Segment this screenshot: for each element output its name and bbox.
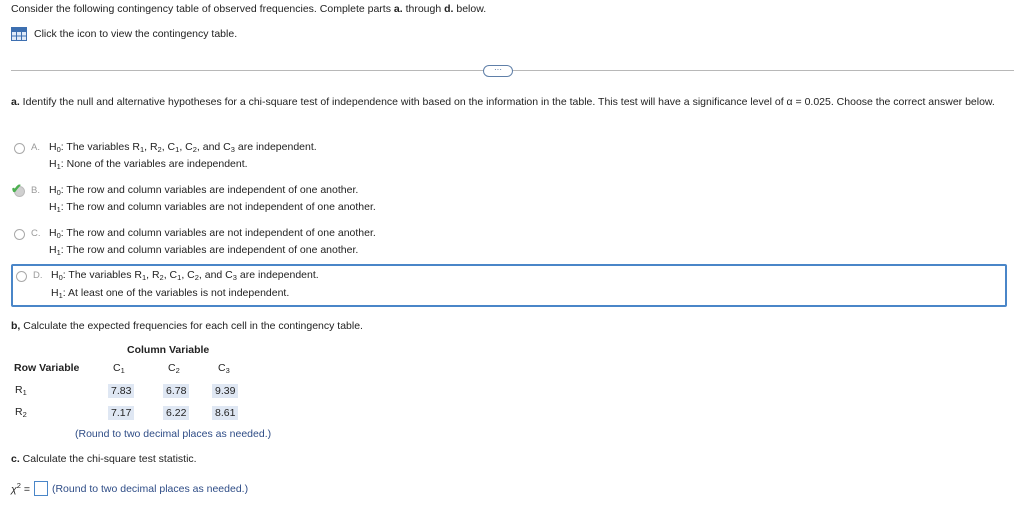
cell-r2-c3: 8.61 [212, 406, 238, 420]
intro-text [11, 3, 486, 15]
row-label-r2 [15, 406, 27, 419]
checkmark-icon: ✔ [11, 181, 22, 196]
chi-square-input[interactable] [34, 481, 48, 496]
column-header-c2-label: C [168, 362, 176, 374]
option-d-h1: $H_1$: At least one of the variables is not independent. [51, 287, 290, 300]
column-header-c1 [113, 362, 125, 375]
column-header-c2-sub: 2 [175, 366, 180, 375]
column-header-c3 [218, 362, 230, 375]
option-a-h1-text: None of the variables are independent. [66, 158, 248, 170]
column-header-c1-label: C [113, 362, 121, 374]
row-variable-header: Row Variable [14, 362, 80, 374]
row-label-r1 [15, 384, 27, 397]
option-b-letter: B. [31, 185, 40, 196]
option-c-radio[interactable] [14, 229, 25, 240]
column-header-c3-sub: 3 [225, 366, 230, 375]
option-a[interactable] [11, 140, 1007, 174]
part-b-round-note: (Round to two decimal places as needed.) [75, 428, 272, 440]
chi-square-answer-row [11, 481, 248, 496]
option-c-h0-text: The row and column variables are not independent of one another. [66, 227, 376, 239]
cell-r1-c1: 7.83 [108, 384, 134, 398]
intro-text-pre: Consider the following contingency table of observed frequencies. Complete parts [11, 3, 394, 15]
chi-square-symbol [11, 481, 30, 496]
chi-equals: = [20, 483, 30, 496]
option-d-h1-text: At least one of the variables is not independent. [68, 287, 290, 299]
option-b-h0: $H_0$: The row and column variables are independent of one another. [49, 184, 359, 197]
option-c-letter: C. [31, 228, 41, 239]
cell-r2-c2: 6.22 [163, 406, 189, 420]
intro-bold-d: d. [444, 3, 454, 15]
cell-r1-c2: 6.78 [163, 384, 189, 398]
part-c-round-note: (Round to two decimal places as needed.) [51, 482, 249, 495]
option-d-radio[interactable] [16, 271, 27, 282]
option-d-h0: $H_0$: The variables $R_1$, $R_2$, $C_1$, $C_2$, and $C_3$ are independent. [51, 269, 319, 282]
view-table-link[interactable] [11, 27, 237, 41]
option-a-h1: $H_1$: None of the variables are independent. [49, 158, 248, 171]
option-c-h0: $H_0$: The row and column variables are not independent of one another. [49, 227, 376, 240]
option-d[interactable] [11, 264, 1007, 307]
option-b[interactable] [11, 183, 1007, 217]
option-b-h1-text: The row and column variables are not independent of one another. [66, 201, 376, 213]
option-b-h1: $H_1$: The row and column variables are not independent of one another. [49, 201, 376, 214]
option-c-h1-text: The row and column variables are independent of one another. [66, 244, 359, 256]
row-label-r1-sub: 1 [22, 388, 27, 397]
option-d-letter: D. [33, 270, 43, 281]
more-button[interactable]: ··· [483, 65, 513, 77]
option-a-h0: $H_0$: The variables $R_1$, $R_2$, $C_1$, $C_2$, and $C_3$ are independent. [49, 141, 317, 154]
view-table-link-label[interactable]: Click the icon to view the contingency table. [34, 28, 238, 40]
row-label-r2-sub: 2 [22, 410, 27, 419]
part-c-label: c. [11, 453, 20, 465]
part-c-text: Calculate the chi-square test statistic. [19, 453, 197, 465]
part-c-question [11, 453, 197, 465]
table-grid-icon[interactable] [11, 27, 27, 41]
option-c[interactable] [11, 226, 1007, 260]
column-header-c1-sub: 1 [120, 366, 125, 375]
cell-r2-c1: 7.17 [108, 406, 134, 420]
option-b-h0-text: The row and column variables are independent of one another. [66, 184, 359, 196]
option-c-h1: $H_1$: The row and column variables are independent of one another. [49, 244, 359, 257]
part-b-text: Calculate the expected frequencies for each cell in the contingency table. [20, 320, 363, 332]
row-label-r2-text: R [15, 406, 23, 418]
intro-bold-a: a. [393, 3, 403, 15]
option-a-letter: A. [31, 142, 40, 153]
intro-text-post: below. [453, 3, 487, 15]
part-a-label: a. [11, 96, 20, 108]
part-b-label: b, [11, 320, 21, 332]
chi-symbol: χ [11, 483, 17, 496]
part-b-question [11, 320, 363, 332]
column-header-c2 [168, 362, 180, 375]
row-label-r1-text: R [15, 384, 23, 396]
chi-exponent: 2 [16, 481, 21, 491]
column-header-c3-label: C [218, 362, 226, 374]
part-a-question [11, 96, 1014, 109]
column-variable-header: Column Variable [127, 344, 210, 356]
cell-r1-c3: 9.39 [212, 384, 238, 398]
intro-text-mid: through [402, 3, 445, 15]
option-a-radio[interactable] [14, 143, 25, 154]
part-a-text: Identify the null and alternative hypotheses for a chi-square test of independence with based on the information in the table. This test will have a significance level of α = 0.025. Choose the correct answer below. [19, 96, 995, 108]
